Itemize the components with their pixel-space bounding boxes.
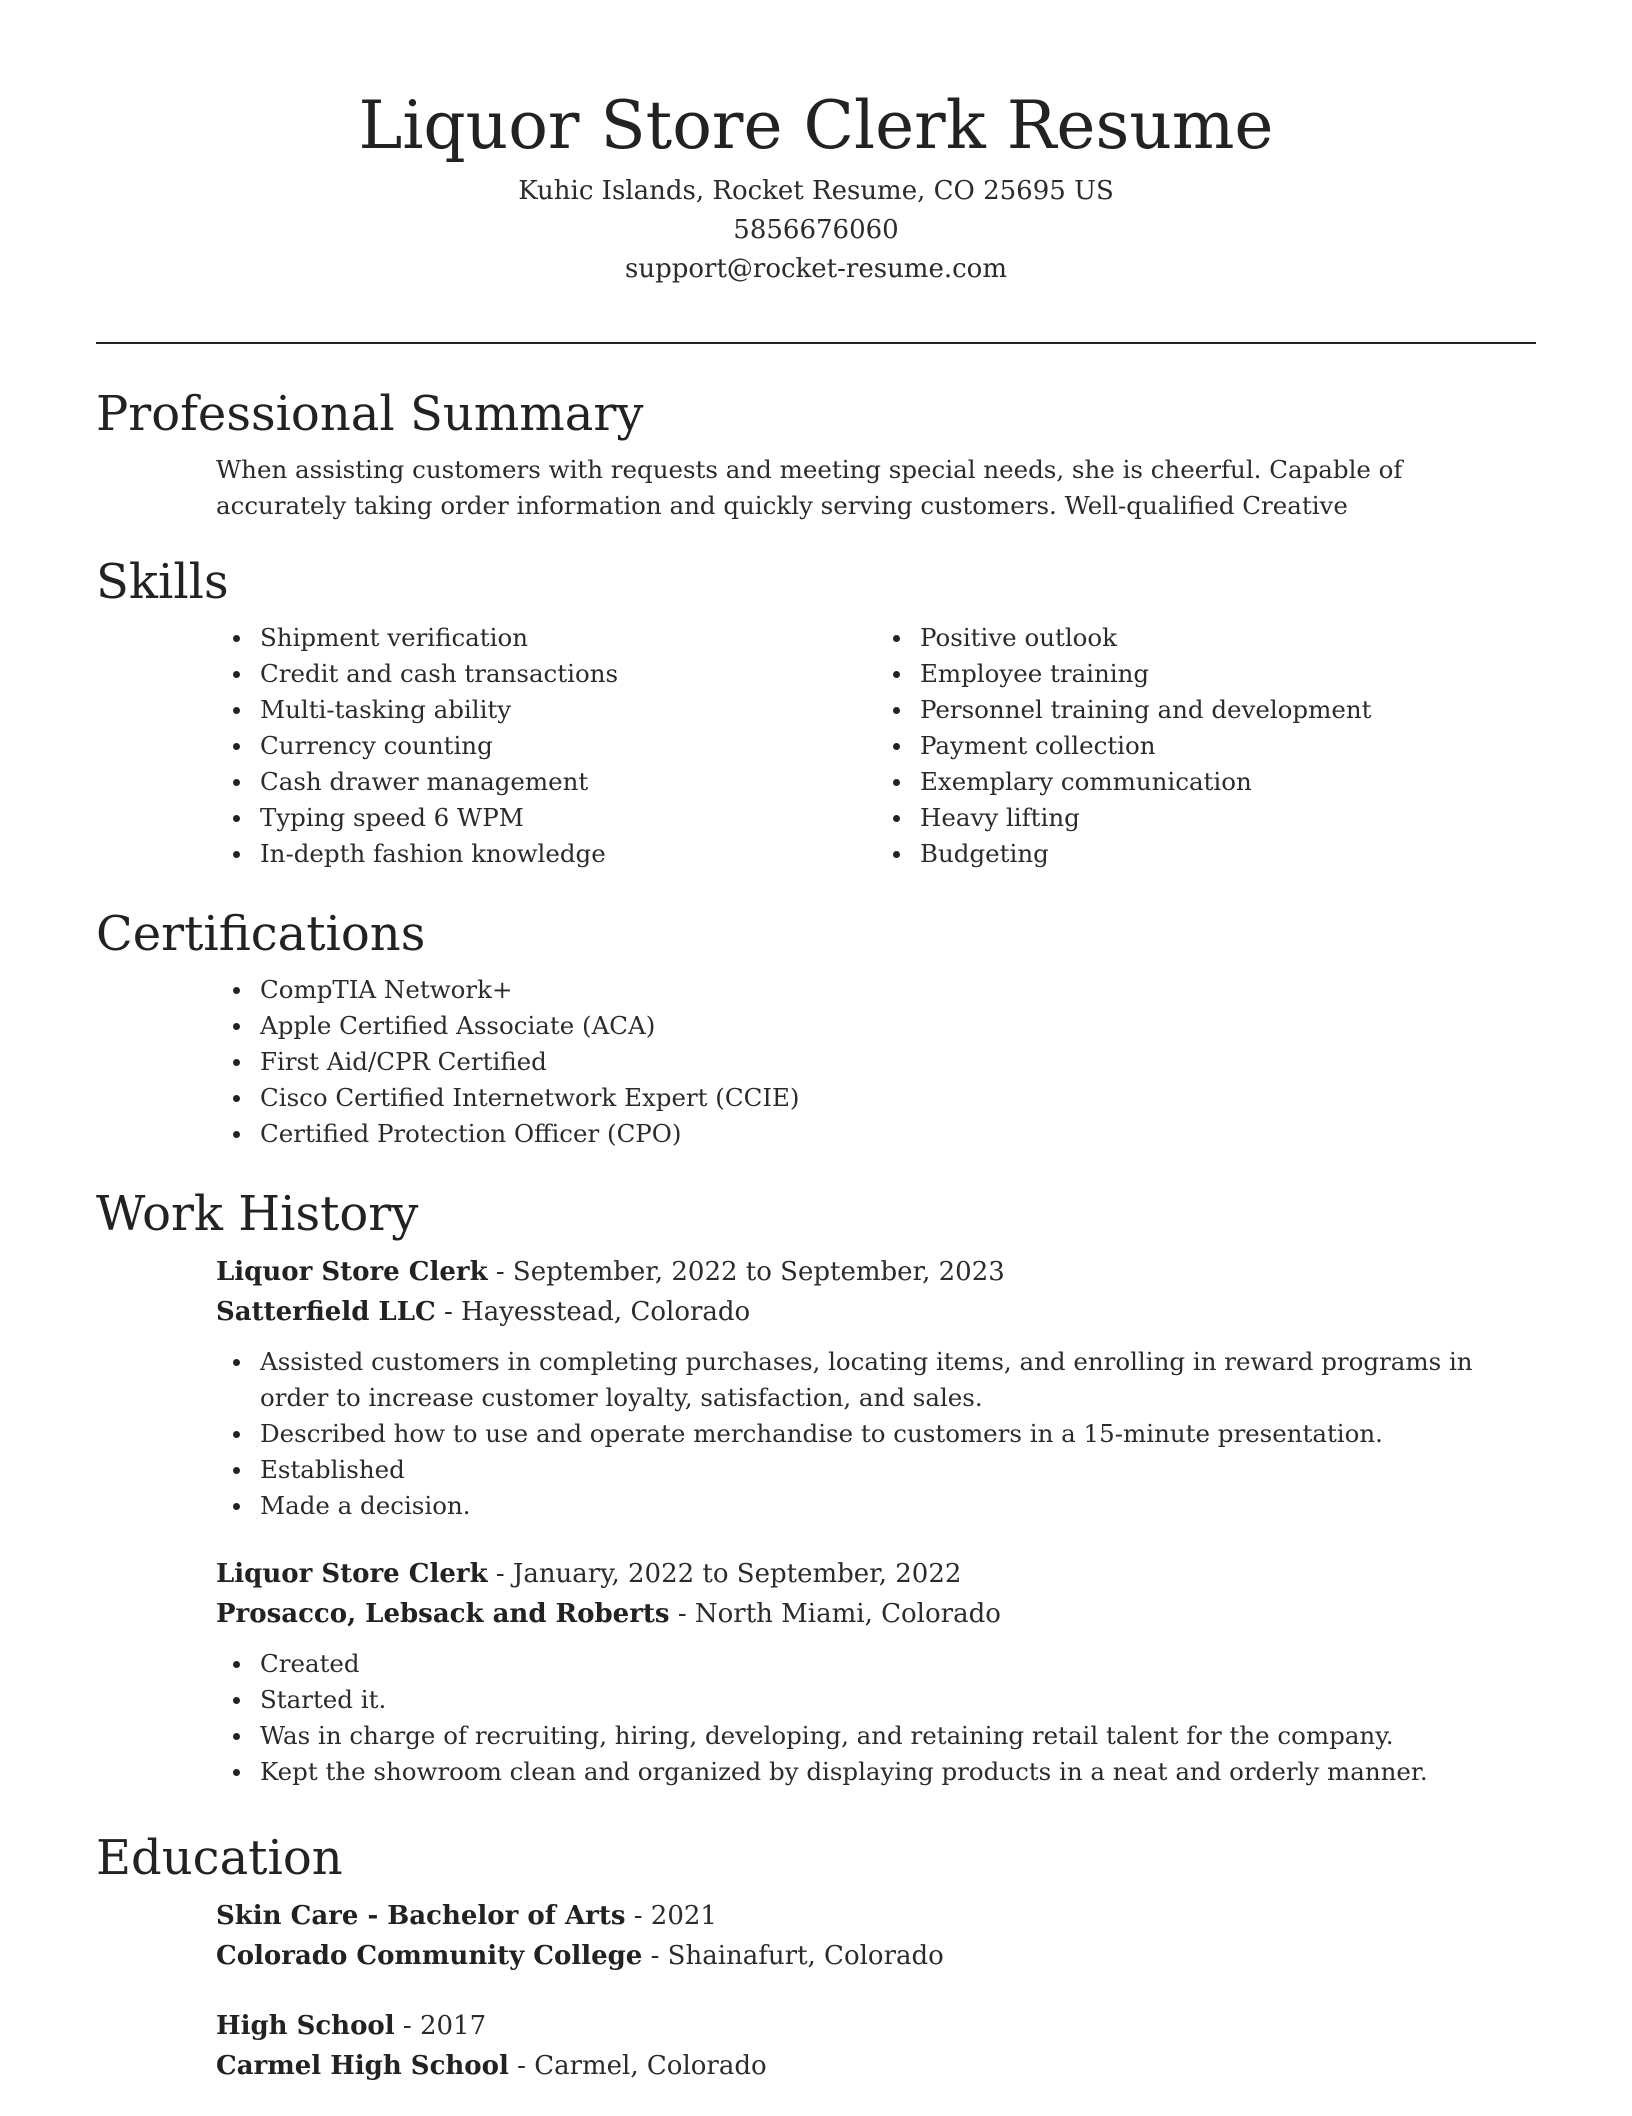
job-bullet: Described how to use and operate merchandise to customers in a 15-minute presentation. — [260, 1416, 1536, 1452]
job-entry — [216, 1554, 1536, 1790]
job-dates: - September, 2022 to September, 2023 — [487, 1257, 1005, 1287]
skill-item: Currency counting — [260, 728, 876, 764]
contact-info — [96, 172, 1536, 289]
degree-line — [216, 2006, 1536, 2046]
job-bullet: Was in charge of recruiting, hiring, developing, and retaining retail talent for the company. — [260, 1718, 1536, 1754]
skill-item: Heavy lifting — [920, 800, 1536, 836]
section-title-certifications: Certifications — [96, 906, 426, 962]
job-bullet: Made a decision. — [260, 1488, 1536, 1524]
resume-title: Liquor Store Clerk Resume — [358, 87, 1274, 164]
certification-item: First Aid/CPR Certified — [260, 1044, 1536, 1080]
school-name: Carmel High School — [216, 2051, 509, 2081]
degree: High School — [216, 2011, 395, 2041]
skill-item: Shipment verification — [260, 620, 876, 656]
education-section — [96, 1820, 1536, 2086]
job-bullet: Assisted customers in completing purchases, locating items, and enrolling in reward programs in order to increase customer loyalty, satisfaction, and sales. — [260, 1344, 1536, 1416]
skill-item: Multi-tasking ability — [260, 692, 876, 728]
job-title-line — [216, 1554, 1536, 1594]
certification-item: Cisco Certified Internetwork Expert (CCIE) — [260, 1080, 1536, 1116]
certification-item: Certified Protection Officer (CPO) — [260, 1116, 1536, 1152]
job-bullets — [216, 1646, 1536, 1790]
degree: Skin Care - Bachelor of Arts — [216, 1901, 626, 1931]
job-bullet: Created — [260, 1646, 1536, 1682]
education-entry — [216, 1896, 1536, 1976]
job-role: Liquor Store Clerk — [216, 1257, 488, 1287]
school-line — [216, 1936, 1536, 1976]
job-company-line — [216, 1594, 1536, 1634]
section-title-summary: Professional Summary — [96, 386, 644, 442]
phone: 5856676060 — [733, 215, 899, 245]
certification-item: Apple Certified Associate (ACA) — [260, 1008, 1536, 1044]
job-location: - North Miami, Colorado — [669, 1599, 1001, 1629]
summary-text: When assisting customers with requests and meeting special needs, she is cheerful. Capable of accurately taking order information and quickly serving customers. Well-qualified Creative — [216, 455, 1403, 520]
skill-item: Positive outlook — [920, 620, 1536, 656]
skills-section — [96, 544, 1536, 872]
certifications-section — [96, 896, 1536, 1152]
job-title-line — [216, 1252, 1536, 1292]
job-bullets — [216, 1344, 1536, 1524]
job-bullet: Established — [260, 1452, 1536, 1488]
school-name: Colorado Community College — [216, 1941, 643, 1971]
school-line — [216, 2046, 1536, 2086]
skill-item: Payment collection — [920, 728, 1536, 764]
graduation-year: - 2021 — [625, 1901, 717, 1931]
job-company: Prosacco, Lebsack and Roberts — [216, 1599, 670, 1629]
resume-content — [96, 376, 1536, 2116]
job-role: Liquor Store Clerk — [216, 1559, 488, 1589]
school-location: - Shainafurt, Colorado — [642, 1941, 944, 1971]
job-entry — [216, 1252, 1536, 1524]
section-title-skills: Skills — [96, 554, 229, 610]
header-divider — [96, 342, 1536, 344]
job-company-line — [216, 1292, 1536, 1332]
graduation-year: - 2017 — [394, 2011, 487, 2041]
skill-item: In-depth fashion knowledge — [260, 836, 876, 872]
skills-list-right — [876, 620, 1536, 872]
certifications-list — [216, 972, 1536, 1152]
work-history-section — [96, 1176, 1536, 1790]
job-bullet: Started it. — [260, 1682, 1536, 1718]
skill-item: Exemplary communication — [920, 764, 1536, 800]
address: Kuhic Islands, Rocket Resume, CO 25695 US — [518, 176, 1114, 206]
job-company: Satterfield LLC — [216, 1297, 436, 1327]
degree-line — [216, 1896, 1536, 1936]
skill-item: Cash drawer management — [260, 764, 876, 800]
school-location: - Carmel, Colorado — [508, 2051, 767, 2081]
resume-header — [96, 82, 1536, 289]
skill-item: Personnel training and development — [920, 692, 1536, 728]
summary-section — [96, 376, 1536, 524]
job-location: - Hayesstead, Colorado — [435, 1297, 751, 1327]
skills-list-left — [216, 620, 876, 872]
skill-item: Budgeting — [920, 836, 1536, 872]
education-entry — [216, 2006, 1536, 2086]
section-title-education: Education — [96, 1830, 343, 1886]
skill-item: Credit and cash transactions — [260, 656, 876, 692]
skill-item: Employee training — [920, 656, 1536, 692]
job-dates: - January, 2022 to September, 2022 — [487, 1559, 962, 1589]
section-title-work-history: Work History — [96, 1186, 419, 1242]
skill-item: Typing speed 6 WPM — [260, 800, 876, 836]
email: support@rocket-resume.com — [624, 254, 1007, 284]
job-bullet: Kept the showroom clean and organized by displaying products in a neat and orderly manner. — [260, 1754, 1536, 1790]
certification-item: CompTIA Network+ — [260, 972, 1536, 1008]
